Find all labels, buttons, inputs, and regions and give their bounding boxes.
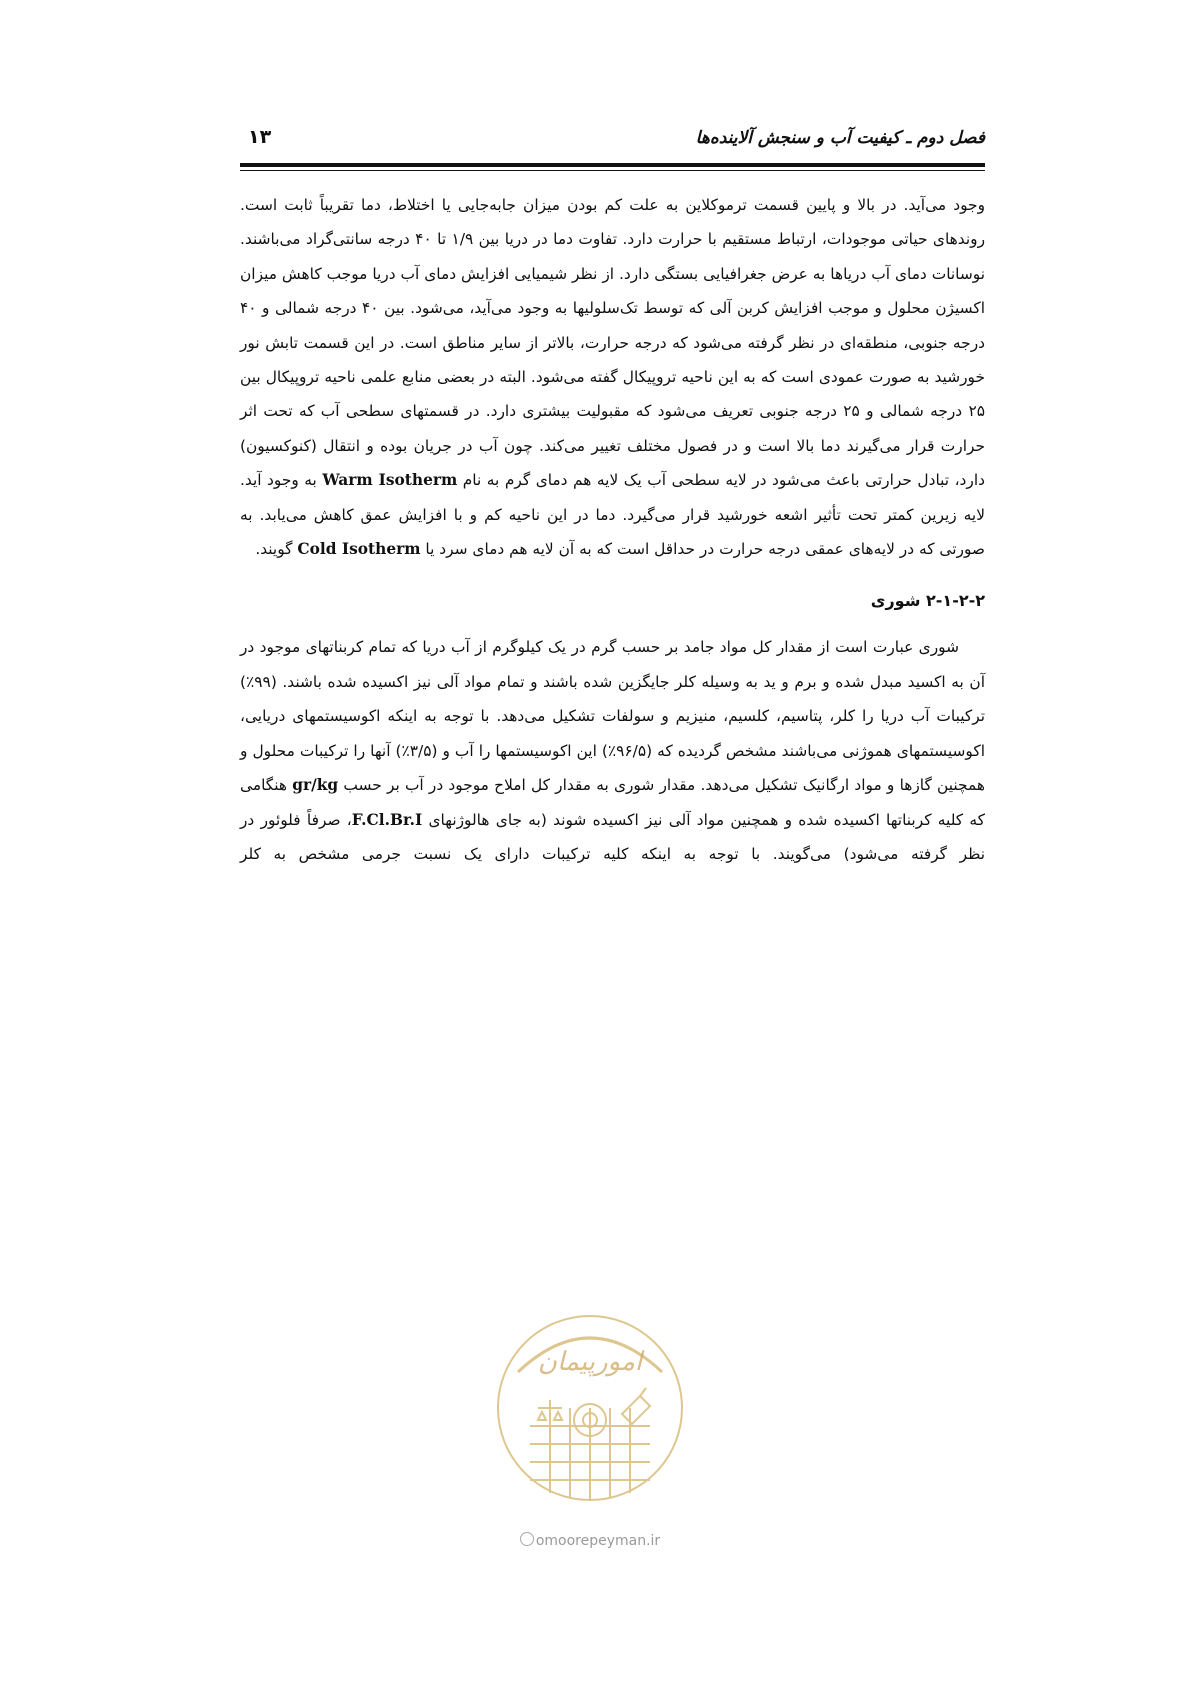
term-cold-isotherm: Cold Isotherm bbox=[297, 540, 421, 559]
page-header bbox=[240, 120, 985, 160]
term-warm-isotherm: Warm Isotherm bbox=[322, 471, 458, 490]
watermark-url-text: omoorepeyman.ir bbox=[535, 1533, 661, 1549]
paragraph-text: هنگامی که کلیه کربناتها اکسیده شده و همچنین مواد آلی نیز اکسیده شوند (به جای هالوژنهای bbox=[240, 776, 985, 829]
halogen-list: F.Cl.Br.I bbox=[351, 810, 423, 829]
paragraph-temperature bbox=[240, 188, 985, 566]
paragraph-text: به وجود آید. لایه زیرین کمتر تحت تأثیر اشعه خورشید قرار می‌گیرد. دما در این ناحیه کم و با افزایش عمق کاهش می‌یابد. به صورتی که در لایه‌های عمقی درجه حرارت در حداقل است که به آن لایه هم دمای سرد یا bbox=[240, 471, 985, 559]
globe-icon bbox=[520, 1532, 534, 1546]
page-number: ۱۳ bbox=[248, 126, 272, 148]
paragraph-text: وجود می‌آید. در بالا و پایین قسمت ترموکلاین به علت کم بودن میزان جابه‌جایی یا اختلاط، دما تقریباً ثابت است. روندهای حیاتی موجودات، ارتباط مستقیم با حرارت دارد. تفاوت دما در دریا بین ۱/۹ تا ۴۰ درجه سانتی‌گراد می‌باشند. نوسانات دمای آب دریاها به عرض جغرافیایی بستگی دارد. از نظر شیمیایی افزایش دمای آب دریا موجب کاهش میزان اکسیژن محلول و موجب افزایش کربن آلی که توسط تک‌سلولیها به وجود می‌آید، می‌شود. بین ۴۰ درجه شمالی و ۴۰ درجه جنوبی، منطقه‌ای در نظر گرفته می‌شود که درجه حرارت، بالاتر از سایر مناطق است. در این قسمت تابش نور خورشید به صورت عمودی است که به این ناحیه تروپیکال گفته می‌شود. البته در بعضی منابع علمی ناحیه تروپیکال بین ۲۵ درجه شمالی و ۲۵ درجه جنوبی تعریف می‌شود که مقبولیت بیشتری دارد. در قسمتهای سطحی آب که تحت اثر حرارت قرار می‌گیرند دما بالا است و در فصول مختلف تغییر می‌کند. چون آب در جریان بوده و انتقال (کنوکسیون) دارد، تبادل حرارتی باعث می‌شود در لایه سطحی آب یک لایه هم دمای گرم به نام bbox=[240, 196, 986, 490]
body-text bbox=[240, 188, 985, 871]
paragraph-text: شوری عبارت است از مقدار کل مواد جامد بر حسب گرم در یک کیلوگرم از آب دریا که تمام کربناتهای موجود در آن به اکسید مبدل شده و برم و ید به وسیله کلر جایگزین شده باشند و تمام مواد آلی نیز اکسیده شده باشند. (۹۹٪) ترکیبات آب دریا را کلر، پتاسیم، کلسیم، منیزیم و سولفات تشکیل می‌دهد. با توجه به اینکه اکوسیستمهای دریایی، اکوسیستمهای هموژنی می‌باشند مشخص گردیده که (۹۶/۵٪) این اکوسیستمها را آب و (۳/۵٪) آنها را ترکیبات محلول و همچنین گازها و مواد ارگانیک تشکیل می‌دهد. مقدار شوری به مقدار کل املاح موجود در آب بر حسب bbox=[240, 638, 985, 795]
publisher-logo-watermark bbox=[490, 1308, 690, 1508]
header-rule-thin bbox=[240, 170, 985, 171]
paragraph-salinity bbox=[240, 630, 985, 871]
header-rule-thick bbox=[240, 163, 985, 167]
section-heading-salinity: ۲-۱-۲-۲ شوری bbox=[870, 591, 985, 611]
paragraph-text: ، صرفاً فلوئور در نظر گرفته می‌شود) می‌گویند. با توجه به اینکه کلیه ترکیبات دارای یک نسبت جرمی مشخص به کلر bbox=[240, 810, 985, 863]
unit-gr-kg: gr/kg bbox=[292, 776, 339, 795]
watermark-url bbox=[480, 1532, 700, 1549]
paragraph-text: گویند. bbox=[255, 540, 293, 559]
running-title: فصل دوم ـ کیفیت آب و سنجش آلاینده‌ها bbox=[695, 128, 985, 148]
logo-text: امورپیمان bbox=[537, 1347, 643, 1377]
